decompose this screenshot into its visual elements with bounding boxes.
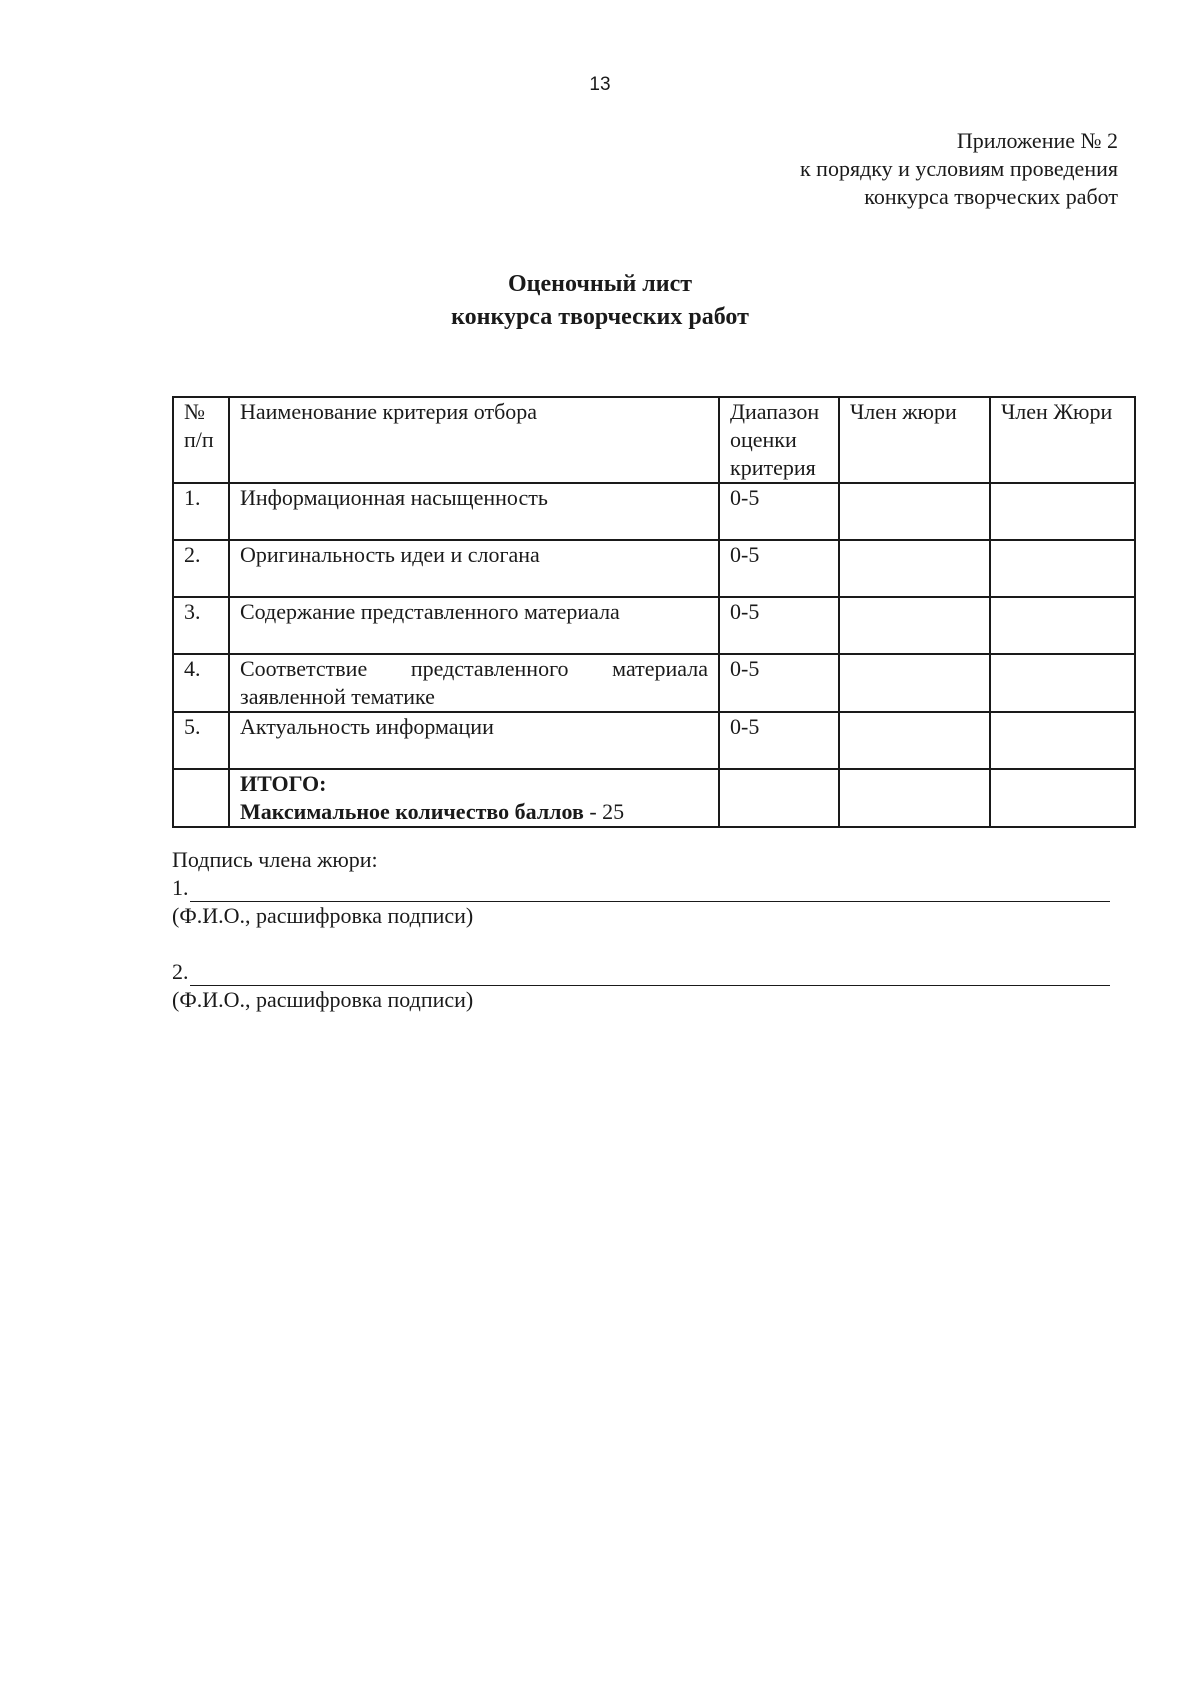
total-range-cell bbox=[719, 769, 839, 827]
table-row bbox=[173, 540, 1135, 597]
row-jury-2-score[interactable] bbox=[990, 540, 1135, 597]
table-header-row bbox=[173, 397, 1135, 483]
document-title bbox=[0, 268, 1200, 334]
table-row bbox=[173, 483, 1135, 540]
appendix-line-2: к порядку и условиям проведения bbox=[799, 156, 1118, 181]
row-jury-1-score[interactable] bbox=[839, 712, 990, 769]
signature-number-2: 2. bbox=[172, 959, 189, 984]
row-range: 0-5 bbox=[719, 540, 839, 597]
row-range: 0-5 bbox=[719, 712, 839, 769]
total-number-cell bbox=[173, 769, 229, 827]
row-number: 4. bbox=[173, 654, 229, 712]
row-range: 0-5 bbox=[719, 597, 839, 654]
total-label: ИТОГО: bbox=[240, 771, 327, 796]
row-range: 0-5 bbox=[719, 654, 839, 712]
header-range: Диапазон оценки критерия bbox=[719, 397, 839, 483]
title-line-2: конкурса творческих работ bbox=[451, 304, 749, 330]
header-jury-2: Член Жюри bbox=[990, 397, 1135, 483]
row-jury-2-score[interactable] bbox=[990, 712, 1135, 769]
signature-number-1: 1. bbox=[172, 875, 189, 900]
title-line-1: Оценочный лист bbox=[507, 271, 693, 297]
row-criterion: Информационная насыщенность bbox=[229, 483, 719, 540]
row-range: 0-5 bbox=[719, 483, 839, 540]
row-number: 5. bbox=[173, 712, 229, 769]
signature-section bbox=[172, 846, 1122, 1014]
row-jury-1-score[interactable] bbox=[839, 654, 990, 712]
signature-field-1[interactable] bbox=[190, 881, 1110, 902]
evaluation-table bbox=[172, 396, 1136, 828]
row-jury-2-score[interactable] bbox=[990, 483, 1135, 540]
total-jury-2-score[interactable] bbox=[990, 769, 1135, 827]
table-row bbox=[173, 654, 1135, 712]
appendix-line-3: конкурса творческих работ bbox=[864, 184, 1118, 209]
signature-line-1 bbox=[172, 874, 1122, 902]
row-number: 1. bbox=[173, 483, 229, 540]
total-label-cell bbox=[229, 769, 719, 827]
spacer bbox=[172, 930, 1122, 958]
total-jury-1-score[interactable] bbox=[839, 769, 990, 827]
signature-caption-2: (Ф.И.О., расшифровка подписи) bbox=[172, 987, 474, 1012]
row-jury-2-score[interactable] bbox=[990, 597, 1135, 654]
row-jury-1-score[interactable] bbox=[839, 483, 990, 540]
header-criterion: Наименование критерия отбора bbox=[229, 397, 719, 483]
row-jury-1-score[interactable] bbox=[839, 540, 990, 597]
max-score-value: - 25 bbox=[583, 799, 625, 824]
row-number: 2. bbox=[173, 540, 229, 597]
table-row bbox=[173, 597, 1135, 654]
page-number: 13 bbox=[589, 74, 611, 95]
row-jury-1-score[interactable] bbox=[839, 597, 990, 654]
signature-caption-1: (Ф.И.О., расшифровка подписи) bbox=[172, 903, 474, 928]
signature-field-2[interactable] bbox=[190, 965, 1110, 986]
table-row bbox=[173, 712, 1135, 769]
row-criterion: Актуальность информации bbox=[229, 712, 719, 769]
row-criterion: Оригинальность идеи и слогана bbox=[229, 540, 719, 597]
row-jury-2-score[interactable] bbox=[990, 654, 1135, 712]
row-criterion: Соответствие представленного материала заявленной тематике bbox=[229, 654, 719, 712]
row-number: 3. bbox=[173, 597, 229, 654]
max-score-line bbox=[240, 798, 708, 826]
max-score-label: Максимальное количество баллов bbox=[240, 799, 584, 824]
appendix-line-1: Приложение № 2 bbox=[956, 128, 1118, 153]
total-row bbox=[173, 769, 1135, 827]
header-jury-1: Член жюри bbox=[839, 397, 990, 483]
signature-heading: Подпись члена жюри: bbox=[172, 847, 378, 872]
row-criterion: Содержание представленного материала bbox=[229, 597, 719, 654]
appendix-note bbox=[800, 127, 1118, 211]
header-number: № п/п bbox=[173, 397, 229, 483]
signature-line-2 bbox=[172, 958, 1122, 986]
